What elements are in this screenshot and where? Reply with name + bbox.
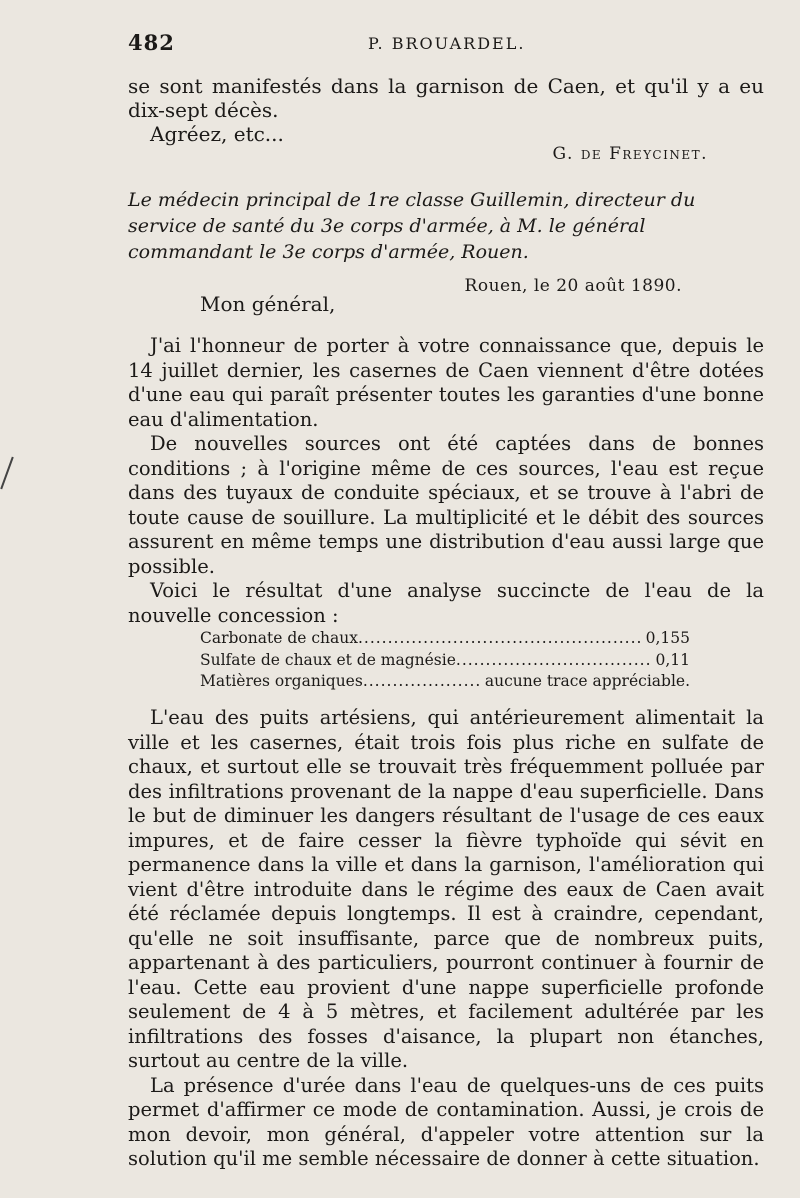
analysis-table	[200, 628, 690, 693]
salutation: Mon général,	[200, 292, 336, 316]
letter2-body-continued	[128, 706, 764, 1172]
place-date: Rouen, le 20 août 1890.	[464, 276, 682, 296]
page-number: 482	[128, 30, 175, 55]
paragraph: La présence d'urée dans l'eau de quelques-uns de ces puits permet d'affirmer ce mode de contamination. Aussi, je crois de mon devoir, mon général, d'appeler votre attention sur la solution qu'il me semble nécessaire de donner à cette situation.	[128, 1073, 764, 1170]
page-header	[128, 30, 768, 60]
leader-dots	[456, 650, 652, 672]
signature: G. de Freycinet.	[552, 144, 708, 164]
paragraph: J'ai l'honneur de porter à votre connaissance que, depuis le 14 juillet dernier, les casernes de Caen viennent d'être dotées d'une eau qui paraît présenter toutes les garanties d'une bonne eau d'alimentation.	[128, 334, 764, 431]
analysis-row	[200, 628, 690, 650]
closing-formula: Agréez, etc...	[150, 122, 284, 146]
analysis-value: 0,11	[655, 650, 690, 669]
running-head: P. BROUARDEL.	[368, 34, 526, 53]
analysis-value: 0,155	[645, 629, 690, 647]
analysis-row	[200, 671, 690, 693]
letter1-closing	[128, 74, 764, 146]
paragraph: Voici le résultat d'une analyse succincte de l'eau de la nouvelle concession :	[128, 579, 764, 627]
paragraph: L'eau des puits artésiens, qui antérieurement alimentait la ville et les casernes, était trois fois plus riche en sulfate de chaux, et surtout elle se trouvait très fréquemment polluée par des infiltrations provenant de la nappe d'eau superficielle. Dans le but de diminuer les dangers résultant de l'usage de ces eaux impures, et de faire cesser la fièvre typhoïde qui sévit en permanence dans la ville et dans la garnison, l'amélioration qui vient d'être introduite dans le régime des eaux de Caen avait été réclamée depuis longtemps. Il est à craindre, cependant, qu'elle ne soit insuffisante, parce que de nombreux puits, appartenant à des particuliers, pourront continuer à fournir de l'eau. Cette eau provient d'une nappe superficielle profonde seulement de 4 à 5 mètres, et facilement adultérée par les infiltrations des fosses d'aisance, la plupart non étanches, surtout au centre de la ville.	[128, 706, 764, 1072]
margin-pencil-mark	[0, 457, 14, 490]
paragraph: De nouvelles sources ont été captées dans de bonnes conditions ; à l'origine même de ces sources, l'eau est reçue dans des tuyaux de conduite spéciaux, et se trouve à l'abri de toute cause de souillure. La multiplicité et le débit des sources assurent en même temps une distribution d'eau aussi large que possible.	[128, 432, 764, 578]
analysis-label: Matières organiques	[200, 672, 363, 690]
analysis-row	[200, 650, 690, 672]
leader-dots	[363, 671, 481, 693]
leader-dots	[358, 628, 642, 650]
analysis-value: aucune trace appréciable.	[484, 672, 690, 690]
analysis-label: Sulfate de chaux et de magnésie	[200, 650, 456, 669]
letter1-closing-text: se sont manifestés dans la garnison de Caen, et qu'il y a eu dix-sept décès.	[128, 74, 764, 122]
letter2-heading: Le médecin principal de 1re classe Guillemin, directeur du service de santé du 3e corps d'armée, à M. le général commandant le 3e corps d'armée, Rouen.	[128, 189, 696, 263]
analysis-label: Carbonate de chaux	[200, 629, 358, 647]
letter2-body	[128, 334, 764, 628]
